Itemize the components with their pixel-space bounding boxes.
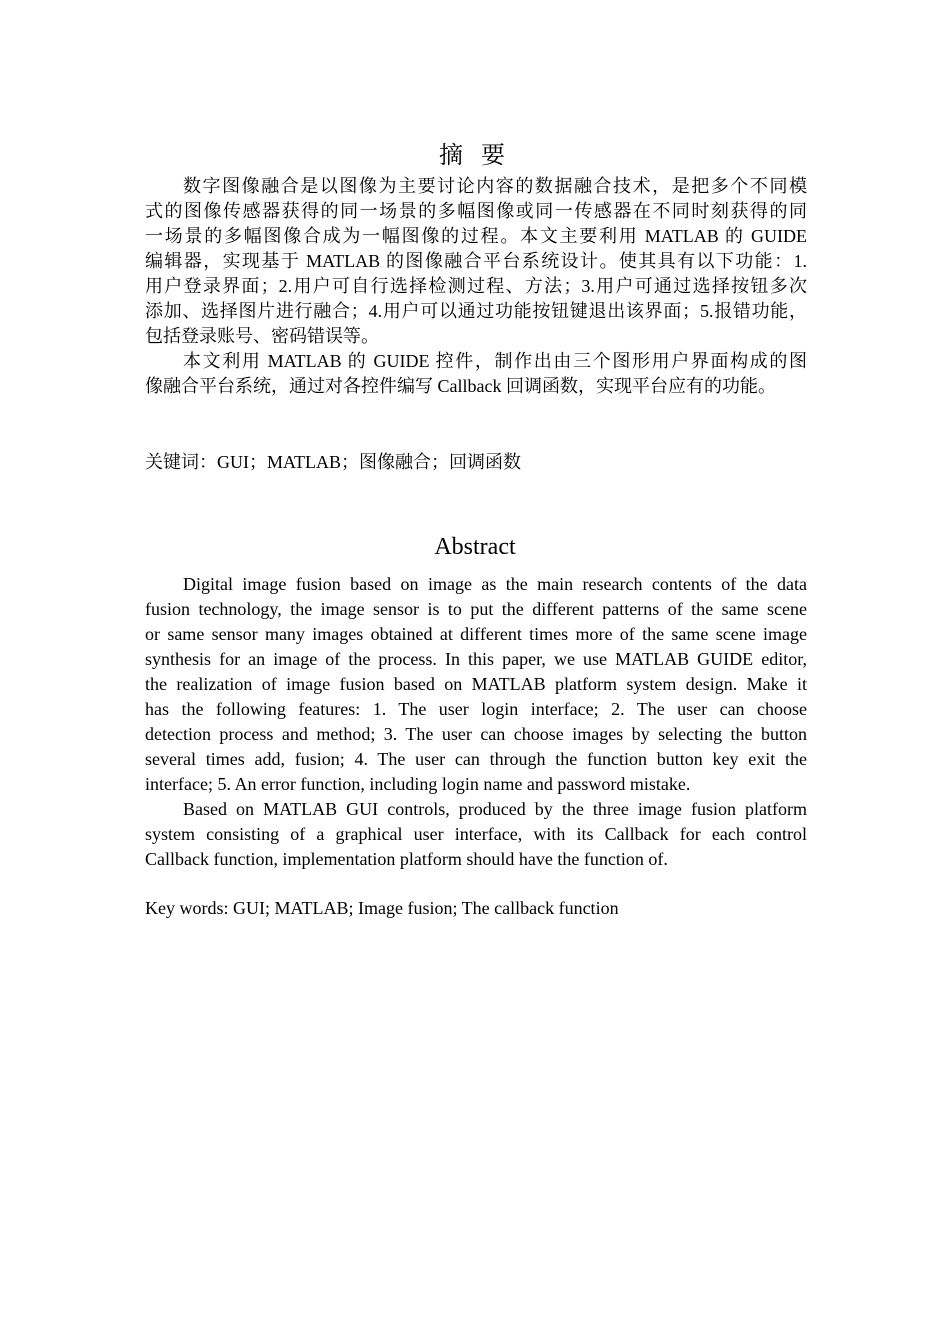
paragraph-line: 包括登录账号、密码错误等。 [145, 326, 379, 346]
paragraph-line: 编辑器，实现基于 MATLAB 的图像融合平台系统设计。使其具有以下功能：1. [145, 251, 807, 271]
paragraph-line: 一场景的多幅图像合成为一幅图像的过程。本文主要利用 MATLAB 的 GUIDE [145, 226, 807, 246]
paragraph-line: or same sensor many images obtained at different times more of the same scene image [145, 624, 807, 644]
paragraph-line: 数字图像融合是以图像为主要讨论内容的数据融合技术，是把多个不同模 [183, 176, 807, 196]
paragraph-line: synthesis for an image of the process. In this paper, we use MATLAB GUIDE editor, [145, 649, 807, 669]
english-keywords: Key words: GUI; MATLAB; Image fusion; The callback function [145, 898, 619, 918]
paragraph-line: 式的图像传感器获得的同一场景的多幅图像或同一传感器在不同时刻获得的同 [145, 201, 807, 221]
paragraph-line: Digital image fusion based on image as the main research contents of the data [183, 574, 807, 594]
chinese-keywords: 关键词：GUI；MATLAB；图像融合；回调函数 [145, 452, 521, 472]
paragraph-line: interface; 5. An error function, including login name and password mistake. [145, 774, 691, 794]
paragraph-line: 添加、选择图片进行融合；4.用户可以通过功能按钮键退出该界面；5.报错功能， [145, 301, 807, 321]
paragraph-line: system consisting of a graphical user interface, with its Callback for each control [145, 824, 807, 844]
paragraph-line: several times add, fusion; 4. The user can through the function button key exit the [145, 749, 807, 769]
paragraph-line: has the following features: 1. The user login interface; 2. The user can choose [145, 699, 807, 719]
paragraph-line: Based on MATLAB GUI controls, produced by the three image fusion platform [183, 799, 807, 819]
paragraph-line: the realization of image fusion based on MATLAB platform system design. Make it [145, 674, 807, 694]
paragraph-line: fusion technology, the image sensor is to put the different patterns of the same scene [145, 599, 807, 619]
paragraph-line: 用户登录界面；2.用户可自行选择检测过程、方法；3.用户可通过选择按钮多次 [145, 276, 807, 296]
chinese-abstract-body [145, 174, 807, 399]
english-abstract-body [145, 572, 807, 872]
paragraph-line: 本文利用 MATLAB 的 GUIDE 控件，制作出由三个图形用户界面构成的图 [183, 351, 807, 371]
paragraph-line: detection process and method; 3. The user can choose images by selecting the button [145, 724, 807, 744]
paragraph-line: Callback function, implementation platform should have the function of. [145, 849, 668, 869]
paragraph-line: 像融合平台系统，通过对各控件编写 Callback 回调函数，实现平台应有的功能。 [145, 376, 776, 396]
english-abstract-title: Abstract [434, 534, 516, 560]
chinese-abstract-title: 摘 要 [439, 143, 511, 169]
